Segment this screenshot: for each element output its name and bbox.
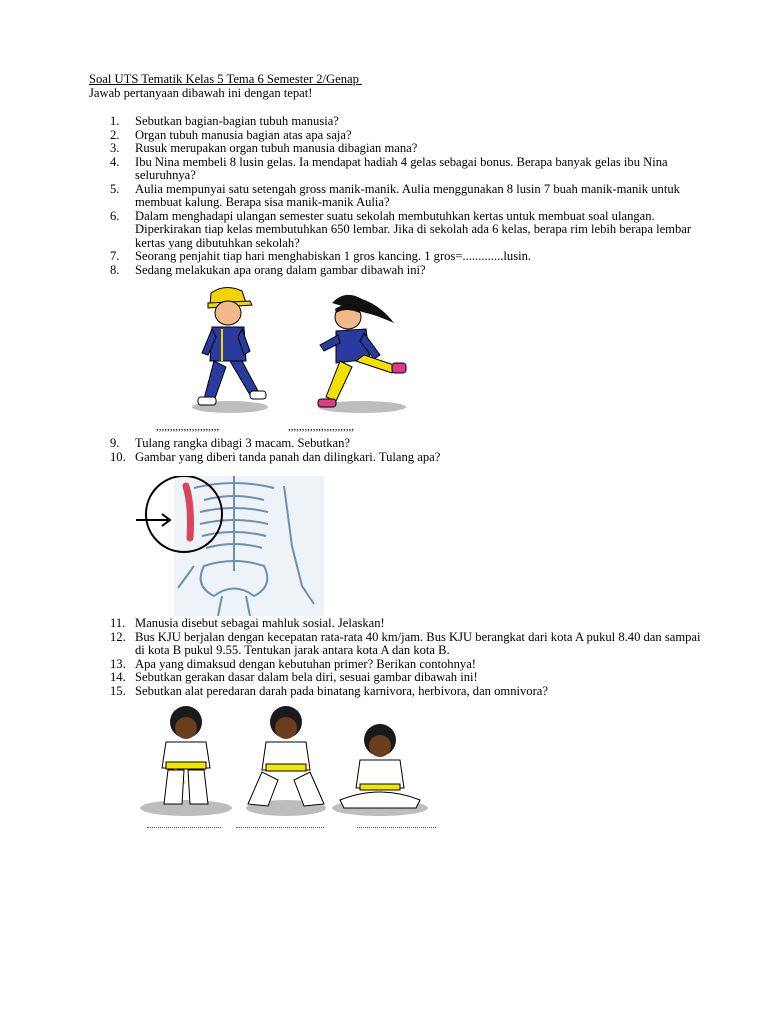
question-item [89,658,709,672]
horse-stance-kid [248,706,324,806]
question-text: Gambar yang diberi tanda panah dan dilingkari. Tulang apa? [135,449,441,464]
question-item [89,210,709,251]
question-number: 6. [110,208,120,223]
running-girl [318,295,406,407]
question-item [89,437,709,451]
martial-arts-figure [136,704,436,819]
question-text: Apa yang dimaksud dengan kebutuhan primer? Berikan contohnya! [135,656,476,671]
question-text: Rusuk merupakan organ tubuh manusia dibagian mana? [135,141,418,155]
question-item [89,685,709,699]
question-text: Bus KJU berjalan dengan kecepatan rata-rata 40 km/jam. Bus KJU berangkat dari kota A pukul 8.40 dan sampai di kota B pukul 9.55. Tentukan jarak antara kota A dan kota B. [135,629,701,657]
walking-boy [198,287,266,405]
question-text: Sedang melakukan apa orang dalam gambar dibawah ini? [135,262,426,277]
question-number: 7. [110,249,120,263]
question-number: 4. [110,154,120,169]
question-number: 13. [110,656,126,671]
question-item [89,671,709,685]
question-item [89,183,709,210]
answer-blank-girl: ,,,,,,,,,,,,,,,,,,,,,,,, [288,421,354,433]
question-text: Sebutkan bagian-bagian tubuh manusia? [135,114,339,128]
question-number: 11. [110,616,126,630]
question-text: Sebutkan gerakan dasar dalam bela diri, sesuai gambar dibawah ini! [135,670,478,684]
question-item [89,129,709,143]
question-text: Dalam menghadapi ulangan semester suatu sekolah membutuhkan kertas untuk membuat soal ulangan. Diperkirakan tiap kelas membutuhkan 650 lembar. Jika di sekolah ada 6 kelas, berapa rim lebih berapa lembar kertas yang dibutuhkan sekolah? [135,208,692,250]
question-item [89,250,709,264]
question-number: 10. [110,449,126,464]
question-text: Sebutkan alat peredaran darah pada binatang karnivora, herbivora, dan omnivora? [135,683,548,698]
skeleton-figure [134,476,334,616]
question-text: Tulang rangka dibagi 3 macam. Sebutkan? [135,436,350,450]
answer-blank-stance-1 [147,827,221,828]
question-number: 8. [110,262,120,277]
question-number: 5. [110,181,120,196]
walking-running-figure [180,283,420,418]
page-title: Soal UTS Tematik Kelas 5 Tema 6 Semester 2/Genap [89,72,363,86]
question-item [89,156,709,183]
question-number: 12. [110,629,126,644]
question-item [89,264,709,278]
question-text: Aulia mempunyai satu setengah gross manik-manik. Aulia menggunakan 8 lusin 7 buah manik-manik untuk membuat kalung. Berapa sisa manik-manik Aulia? [135,181,680,209]
question-number: 2. [110,127,120,142]
instruction-text: Jawab pertanyaan dibawah ini dengan tepat! [89,86,313,100]
question-item [89,451,709,465]
sitting-stance-kid [340,724,420,808]
question-text: Seorang penjahit tiap hari menghabiskan 1 gros kancing. 1 gros=.............lusin. [135,249,532,263]
question-item [89,115,709,129]
question-text: Manusia disebut sebagai mahluk sosial. Jelaskan! [135,616,385,630]
question-item [89,631,709,658]
arrow-right-icon [136,514,170,526]
question-item [89,617,709,631]
ready-stance-kid [162,706,210,804]
question-number: 9. [110,436,120,450]
question-list-part-2 [89,437,709,464]
question-number: 3. [110,141,120,155]
question-number: 15. [110,683,126,698]
question-number: 14. [110,670,126,684]
question-number: 1. [110,114,120,128]
answer-blank-boy: ,,,,,,,,,,,,,,,,,,,,,,, [156,421,220,433]
question-item [89,142,709,156]
answer-blank-stance-3 [357,827,436,828]
answer-blank-stance-2 [236,827,324,828]
question-list-part-3 [89,617,709,698]
question-text: Organ tubuh manusia bagian atas apa saja? [135,127,352,142]
question-text: Ibu Nina membeli 8 lusin gelas. Ia mendapat hadiah 4 gelas sebagai bonus. Berapa banyak gelas ibu Nina seluruhnya? [135,154,668,182]
question-list-part-1 [89,115,709,277]
